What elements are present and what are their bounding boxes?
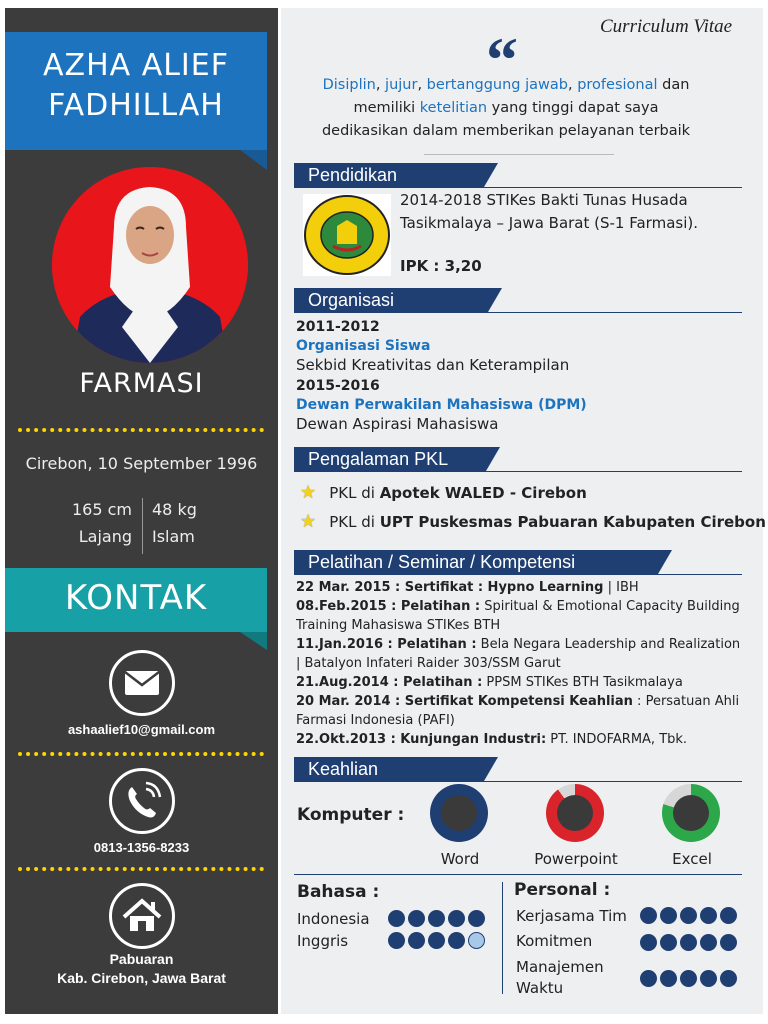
training-label: 22 Mar. 2015 : Sertifikat : Hypno Learning — [296, 580, 604, 595]
excel-skill-ring — [662, 784, 720, 842]
training-item — [296, 635, 746, 654]
organization-item — [296, 318, 569, 375]
person-name — [5, 46, 267, 126]
rating-dot — [700, 934, 717, 951]
language-label: Bahasa : — [297, 882, 380, 902]
education-line-1: 2014-2018 STIKes Bakti Tunas Husada — [400, 191, 688, 209]
vertical-divider — [142, 498, 143, 554]
heading-tail — [484, 757, 498, 781]
powerpoint-skill-ring — [546, 784, 604, 842]
quote-mark-icon: “ — [486, 24, 518, 95]
rating-dot — [448, 910, 465, 927]
skill-ring — [430, 784, 488, 842]
organization-item — [296, 377, 587, 434]
training-item — [296, 692, 746, 711]
phone-number[interactable]: 0813-1356-8233 — [93, 840, 190, 855]
rating-dot — [680, 934, 697, 951]
birth-info: Cirebon, 10 September 1996 — [25, 454, 258, 473]
internship-place: UPT Puskesmas Pabuaran Kabupaten Cirebon — [379, 513, 766, 531]
religion: Islam — [152, 527, 195, 546]
training-detail: Spiritual & Emotional Capacity Building — [480, 599, 740, 614]
skill-name-word: Word — [440, 850, 480, 868]
quote-sep: , — [567, 77, 578, 93]
rating-dot — [428, 932, 445, 949]
rating-dot — [468, 932, 485, 949]
education-heading: Pendidikan — [294, 163, 484, 187]
education-line-2: Tasikmalaya – Jawa Barat (S-1 Farmasi). — [400, 214, 698, 232]
height: 165 cm — [71, 500, 132, 519]
personal-statement — [296, 74, 716, 143]
training-detail-cont: Farmasi Indonesia (PAFI) — [296, 713, 455, 728]
personal-skill: Manajemen — [516, 958, 604, 976]
training-label: 08.Feb.2015 : Pelatihan : — [296, 599, 481, 614]
language-name: Indonesia — [297, 910, 370, 928]
personal-rating — [640, 934, 737, 951]
email-icon — [109, 650, 175, 716]
rating-dot — [720, 970, 737, 987]
rating-dot — [640, 907, 657, 924]
org-name: Organisasi Siswa — [296, 338, 431, 354]
quote-text: dedikasikan dalam memberikan pelayanan terbaik — [321, 123, 691, 139]
language-name: Inggris — [297, 932, 349, 950]
section-rule — [294, 312, 742, 313]
org-role: Sekbid Kreativitas dan Keterampilan — [296, 356, 570, 374]
star-icon: ★ — [300, 482, 317, 503]
address-line-1: Pabuaran — [109, 951, 174, 967]
skill-ring — [546, 784, 604, 842]
rating-dot — [388, 910, 405, 927]
skills-heading: Keahlian — [294, 757, 484, 781]
language-rating — [388, 910, 485, 927]
skill-name-powerpoint: Powerpoint — [534, 850, 618, 868]
quote-word: ketelitian — [419, 100, 488, 116]
dotted-divider — [18, 428, 264, 432]
section-rule — [294, 187, 742, 188]
rating-dot — [408, 932, 425, 949]
personal-skill: Kerjasama Tim — [516, 907, 627, 925]
campus-logo — [303, 194, 391, 276]
cv-label: Curriculum Vitae — [600, 16, 733, 37]
rating-dot — [448, 932, 465, 949]
training-item — [296, 730, 746, 749]
rating-dot — [660, 907, 677, 924]
email-address[interactable]: ashaalief10@gmail.com — [67, 722, 216, 737]
training-label: 11.Jan.2016 : Pelatihan : — [296, 637, 477, 652]
skill-ring — [662, 784, 720, 842]
personal-rating — [640, 970, 737, 987]
rating-dot — [660, 970, 677, 987]
quote-word: jujur — [385, 77, 418, 93]
personal-skill-cont: Waktu — [516, 979, 564, 997]
internship-prefix: PKL di — [329, 484, 380, 502]
training-detail-cont: | Batalyon Infateri Raider 303/SSM Garut — [296, 656, 561, 671]
organization-heading: Organisasi — [294, 288, 488, 312]
rating-dot — [640, 934, 657, 951]
quote-word: profesional — [577, 77, 658, 93]
dotted-divider — [18, 752, 264, 756]
heading-tail — [488, 288, 502, 312]
training-label: 20 Mar. 2014 : Sertifikat Kompetensi Keahlian — [296, 694, 633, 709]
rating-dot — [468, 910, 485, 927]
rating-dot — [660, 934, 677, 951]
training-detail: | IBH — [603, 580, 639, 595]
org-role: Dewan Aspirasi Mahasiswa — [296, 415, 499, 433]
phone-icon — [109, 768, 175, 834]
training-item — [296, 673, 746, 692]
star-icon: ★ — [300, 511, 317, 532]
org-years: 2015-2016 — [296, 378, 380, 394]
training-item — [296, 597, 746, 616]
org-name: Dewan Perwakilan Mahasiswa (DPM) — [296, 397, 587, 413]
training-detail-cont: Training Mahasiswa STIKes BTH — [296, 618, 501, 633]
internship-item — [300, 482, 587, 503]
address-line-2: Kab. Cirebon, Jawa Barat — [57, 970, 226, 986]
rating-dot — [680, 907, 697, 924]
quote-text: yang tinggi dapat saya — [487, 100, 659, 116]
rating-dot — [408, 910, 425, 927]
personal-label: Personal : — [514, 880, 611, 900]
home-icon — [109, 883, 175, 949]
section-rule — [294, 781, 742, 782]
rating-dot — [680, 970, 697, 987]
internship-place: Apotek WALED - Cirebon — [379, 484, 587, 502]
training-detail: Bela Negara Leadership and Realization — [476, 637, 741, 652]
profile-photo — [52, 167, 248, 363]
computer-label: Komputer : — [297, 805, 405, 825]
name-banner-fold — [240, 150, 267, 170]
section-rule — [294, 471, 742, 472]
internship-item — [300, 511, 766, 532]
training-detail: PT. INDOFARMA, Tbk. — [546, 732, 688, 747]
rating-dot — [700, 907, 717, 924]
contact-banner-fold — [240, 632, 267, 650]
quote-sep: , — [375, 77, 386, 93]
skill-name-excel: Excel — [672, 850, 712, 868]
gpa: IPK : 3,20 — [400, 257, 482, 275]
section-rule — [294, 874, 742, 875]
name-line-2: FADHILLAH — [48, 88, 224, 123]
language-rating — [388, 932, 485, 949]
heading-tail — [484, 163, 498, 187]
name-line-1: AZHA ALIEF — [43, 48, 229, 83]
dotted-divider — [18, 867, 264, 871]
quote-word: Disiplin — [322, 77, 376, 93]
profession-title: FARMASI — [79, 368, 204, 399]
training-heading: Pelatihan / Seminar / Kompetensi — [294, 550, 658, 574]
quote-sep: dan — [657, 77, 690, 93]
personal-skill: Komitmen — [516, 932, 593, 950]
heading-tail — [486, 447, 500, 471]
vertical-divider — [502, 882, 503, 994]
org-years: 2011-2012 — [296, 319, 380, 335]
rating-dot — [640, 970, 657, 987]
training-detail: : Persatuan Ahli — [632, 694, 740, 709]
internship-prefix: PKL di — [329, 513, 380, 531]
quote-text: memiliki — [353, 100, 420, 116]
section-rule — [294, 574, 742, 575]
heading-tail — [658, 550, 672, 574]
training-item — [296, 578, 746, 597]
contact-heading: KONTAK — [64, 578, 208, 618]
personal-rating — [640, 907, 737, 924]
weight: 48 kg — [152, 500, 197, 519]
rating-dot — [428, 910, 445, 927]
rating-dot — [700, 970, 717, 987]
portrait-illustration — [52, 167, 248, 363]
word-skill-ring — [430, 784, 488, 842]
training-list — [296, 578, 746, 749]
training-label: 22.Okt.2013 : Kunjungan Industri: — [296, 732, 547, 747]
rating-dot — [720, 934, 737, 951]
quote-sep: , — [417, 77, 427, 93]
marital-status: Lajang — [78, 527, 132, 546]
training-detail: PPSM STIKes BTH Tasikmalaya — [482, 675, 683, 690]
internship-heading: Pengalaman PKL — [294, 447, 486, 471]
training-label: 21.Aug.2014 : Pelatihan : — [296, 675, 483, 690]
rating-dot — [720, 907, 737, 924]
quote-divider — [424, 154, 614, 155]
quote-word: bertanggung jawab — [426, 77, 568, 93]
rating-dot — [388, 932, 405, 949]
